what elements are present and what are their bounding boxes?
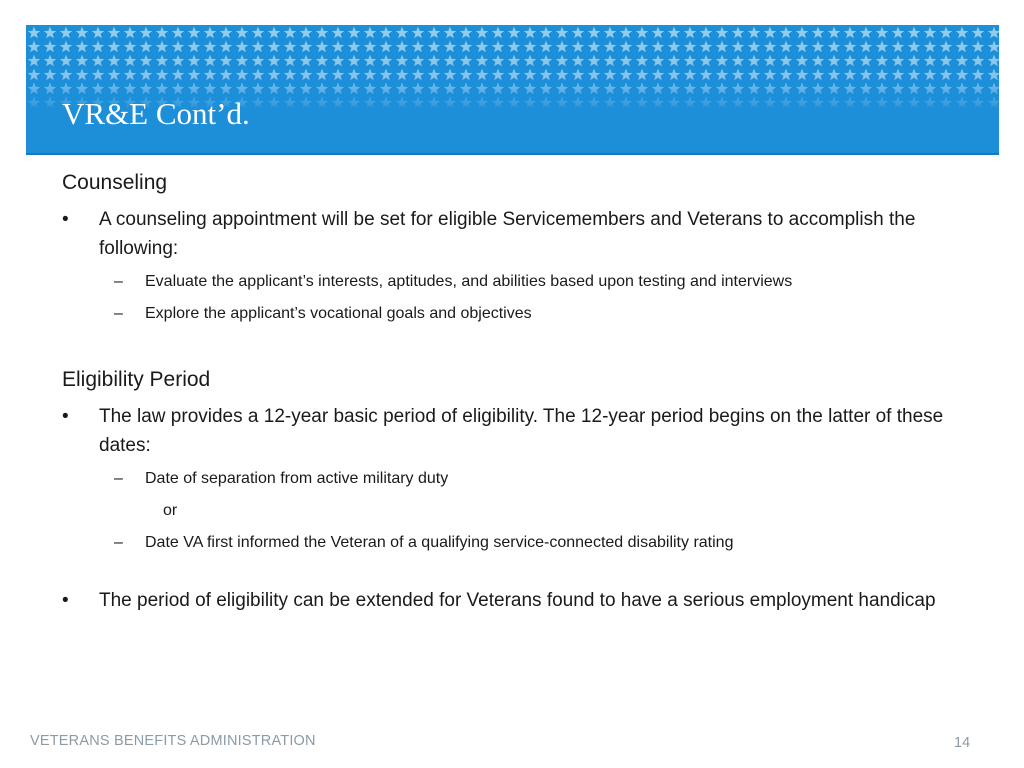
bullet-marker: • xyxy=(62,406,69,427)
bullet-item xyxy=(62,402,962,460)
slide-content xyxy=(62,168,962,615)
dash-marker: – xyxy=(114,534,123,551)
footer-organization: VETERANS BENEFITS ADMINISTRATION xyxy=(30,733,316,749)
or-connector: or xyxy=(163,502,178,519)
sub-item-text: Evaluate the applicant’s interests, aptitudes, and abilities based upon testing and interviews xyxy=(145,273,793,290)
page-number: 14 xyxy=(954,735,971,751)
sub-item xyxy=(62,466,962,492)
slide-title: VR&E Cont’d. xyxy=(62,96,250,131)
section-heading-eligibility: Eligibility Period xyxy=(62,368,211,391)
bullet-item xyxy=(62,586,962,615)
sub-item xyxy=(62,301,962,327)
sub-item-text: Date VA first informed the Veteran of a qualifying service-connected disability rating xyxy=(145,534,734,551)
section-heading-counseling: Counseling xyxy=(62,171,168,194)
sub-item-text: Explore the applicant’s vocational goals and objectives xyxy=(145,305,532,322)
sub-item xyxy=(62,269,962,295)
bullet-text: A counseling appointment will be set for eligible Servicemembers and Veterans to accomplish the following: xyxy=(99,209,916,259)
bullet-text: The period of eligibility can be extended for Veterans found to have a serious employment handicap xyxy=(99,590,936,611)
bullet-marker: • xyxy=(62,209,69,230)
title-banner xyxy=(26,25,999,155)
dash-marker: – xyxy=(114,470,123,487)
sub-item-text: Date of separation from active military duty xyxy=(145,470,449,487)
sub-item xyxy=(62,530,962,556)
bullet-item xyxy=(62,205,962,263)
dash-marker: – xyxy=(114,273,123,290)
dash-marker: – xyxy=(114,305,123,322)
bullet-text: The law provides a 12-year basic period of eligibility. The 12-year period begins on the latter of these dates: xyxy=(99,406,944,456)
bullet-marker: • xyxy=(62,590,69,611)
